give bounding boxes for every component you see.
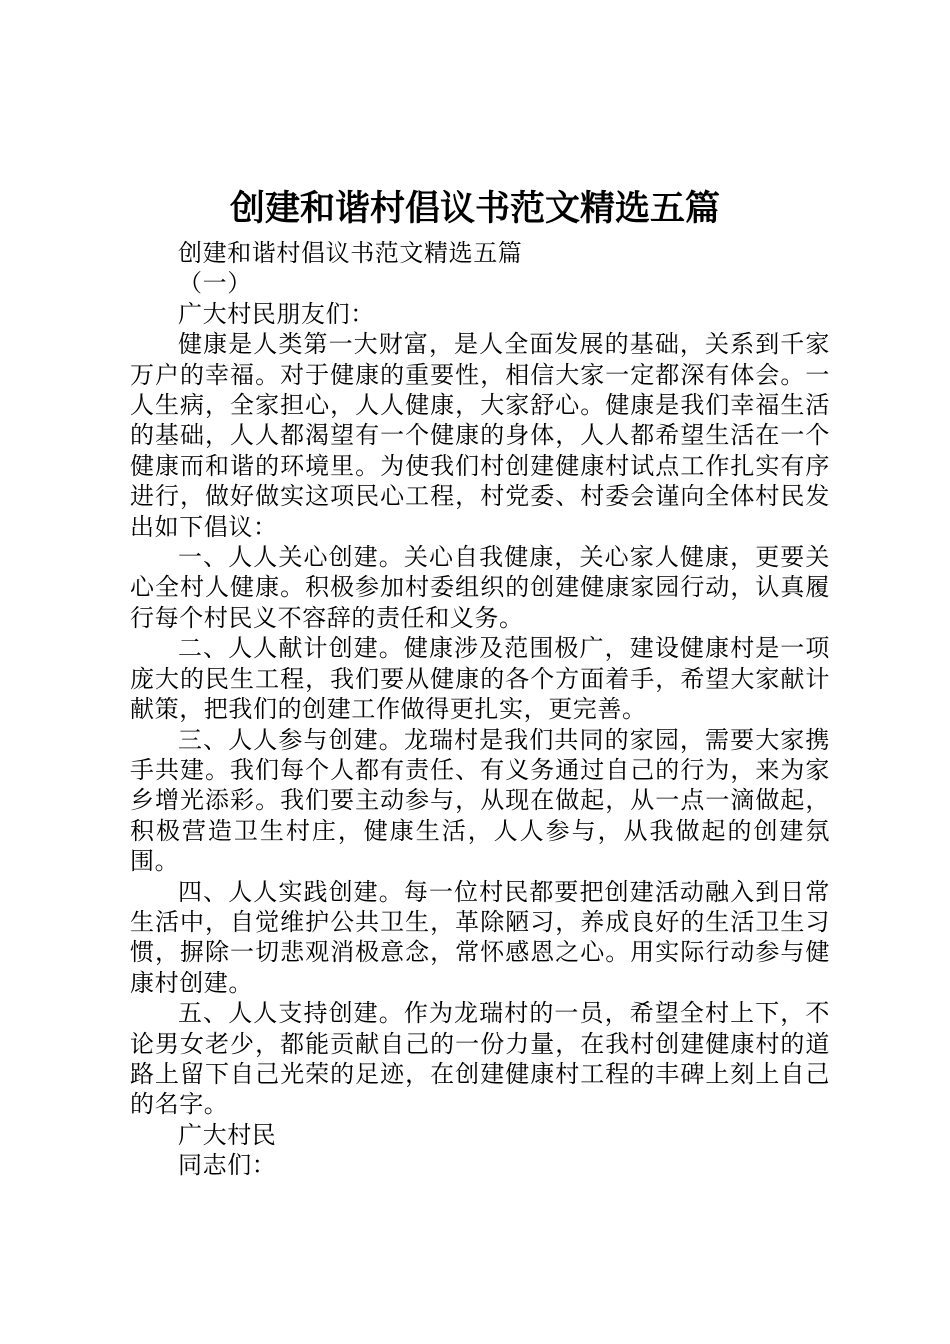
paragraph-proposal-1: 一、人人关心创建。关心自我健康，关心家人健康，更要关心全村人健康。积极参加村委组织的创建健康家园行动，认真履行每个村民义不容辞的责任和义务。 <box>130 543 830 632</box>
paragraph-section-number: （一） <box>178 269 252 298</box>
paragraph-subtitle: 创建和谐村倡议书范文精选五篇 <box>178 239 523 267</box>
paragraph-salutation: 广大村民朋友们： <box>178 299 375 328</box>
paragraph-next-salutation: 同志们： <box>178 1151 277 1180</box>
paragraph-proposal-3: 三、人人参与创建。龙瑞村是我们共同的家园，需要大家携手共建。我们每个人都有责任、有义务通过自己的行为，来为家乡增光添彩。我们要主动参与，从现在做起，从一点一滴做起，积极营造卫生村庄，健康生活，人人参与，从我做起的创建氛围。 <box>130 725 830 876</box>
paragraph-intro: 健康是人类第一大财富，是人全面发展的基础，关系到千家万户的幸福。对于健康的重要性，相信大家一定都深有体会。一人生病，全家担心，人人健康，大家舒心。健康是我们幸福生活的基础，人人都渴望有一个健康的身体，人人都希望生活在一个健康而和谐的环境里。为使我们村创建健康村试点工作扎实有序进行，做好做实这项民心工程，村党委、村委会谨向全体村民发出如下倡议： <box>130 330 830 541</box>
paragraph-proposal-2: 二、人人献计创建。健康涉及范围极广，建设健康村是一项庞大的民生工程，我们要从健康的各个方面着手，希望大家献计献策，把我们的创建工作做得更扎实，更完善。 <box>130 634 830 724</box>
paragraph-signature: 广大村民 <box>178 1120 277 1149</box>
paragraph-proposal-5: 五、人人支持创建。作为龙瑞村的一员，希望全村上下，不论男女老少，都能贡献自己的一份力量，在我村创建健康村的道路上留下自己光荣的足迹，在创建健康村工程的丰碑上刻上自己的名字。 <box>130 999 830 1119</box>
paragraph-proposal-4: 四、人人实践创建。每一位村民都要把创建活动融入到日常生活中，自觉维护公共卫生，革除陋习，养成良好的生活卫生习惯，摒除一切悲观消极意念，常怀感恩之心。用实际行动参与健康村创建。 <box>130 877 830 997</box>
document-title: 创建和谐村倡议书范文精选五篇 <box>229 188 720 229</box>
document-body <box>130 238 830 1181</box>
